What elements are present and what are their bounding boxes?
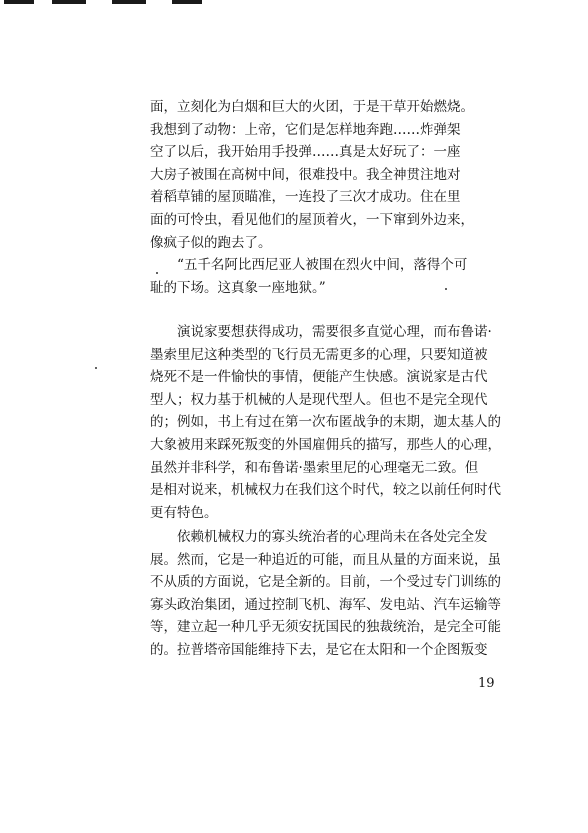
text-line: 的。拉普塔帝国能维持下去，是它在太阳和一个企图叛变	[150, 641, 488, 658]
text-line: 烧死不是一件愉快的事情，便能产生快感。演说家是古代	[150, 369, 488, 386]
text-line: 大房子被围在高树中间，很难投中。我全神贯注地对	[150, 166, 461, 183]
text-line: 是相对说来，机械权力在我们这个时代，较之以前任何时代	[150, 482, 501, 499]
text-line: 墨索里尼这种类型的飞行员无需更多的心理，只要知道被	[150, 346, 488, 363]
text-line: 像疯子似的跑去了。	[150, 234, 272, 251]
paragraph-orator	[150, 321, 520, 524]
paragraph-continuation	[150, 96, 520, 254]
scan-mark	[172, 0, 202, 4]
text-line: 面的可怜虫，看见他们的屋顶着火，一下窜到外边来，	[150, 211, 474, 228]
text-line: 面，立刻化为白烟和巨大的火团，于是干草开始燃烧。	[150, 99, 474, 115]
text-line: 等，建立起一种几乎无须安抚国民的独裁统治，是完全可能	[150, 619, 501, 636]
quoted-passage	[150, 254, 520, 299]
text-line: 耻的下场。这真象一座地狱。”	[150, 279, 326, 296]
text-line: 型人；权力基于机械的人是现代型人。但也不是完全现代	[150, 391, 488, 408]
text-line: 依赖机械权力的寡头统治者的心理尚未在各处完全发	[177, 529, 488, 545]
scan-speck	[445, 288, 447, 290]
text-line: 不从质的方面说，它是全新的。目前，一个受过专门训练的	[150, 574, 501, 591]
text-line: 展。然而，它是一种追近的可能，而且从量的方面来说，虽	[150, 551, 501, 568]
page-number: 19	[478, 676, 495, 691]
scan-edge-marks	[0, 0, 588, 6]
scan-mark	[52, 0, 86, 4]
scan-mark	[4, 0, 34, 4]
text-line: 虽然并非科学，和布鲁诺·墨索里尼的心理毫无二致。但	[150, 459, 479, 476]
text-line: 大象被用来踩死叛变的外国雇佣兵的描写，那些人的心理，	[150, 436, 501, 453]
text-line: “五千名阿比西尼亚人被围在烈火中间，落得个可	[177, 257, 468, 273]
scan-speck	[156, 272, 158, 274]
text-line: 演说家要想获得成功，需要很多直觉心理，而布鲁诺·	[177, 324, 492, 340]
text-line: 着稻草铺的屋顶瞄准，一连投了三次才成功。住在里	[150, 189, 461, 206]
scan-speck	[95, 367, 97, 369]
paragraph-oligarchy	[150, 526, 520, 662]
text-line: 的；例如，书上有过在第一次布匿战争的末期，迦太基人的	[150, 414, 501, 431]
text-line: 我想到了动物：上帝，它们是怎样地奔跑……炸弹架	[150, 121, 461, 138]
scan-mark	[112, 0, 146, 4]
text-line: 更有特色。	[150, 504, 218, 521]
text-line: 寡头政治集团，通过控制飞机、海军、发电站、汽车运输等	[150, 596, 501, 613]
text-line: 空了以后，我开始用手投弹……真是太好玩了：一座	[150, 144, 461, 161]
